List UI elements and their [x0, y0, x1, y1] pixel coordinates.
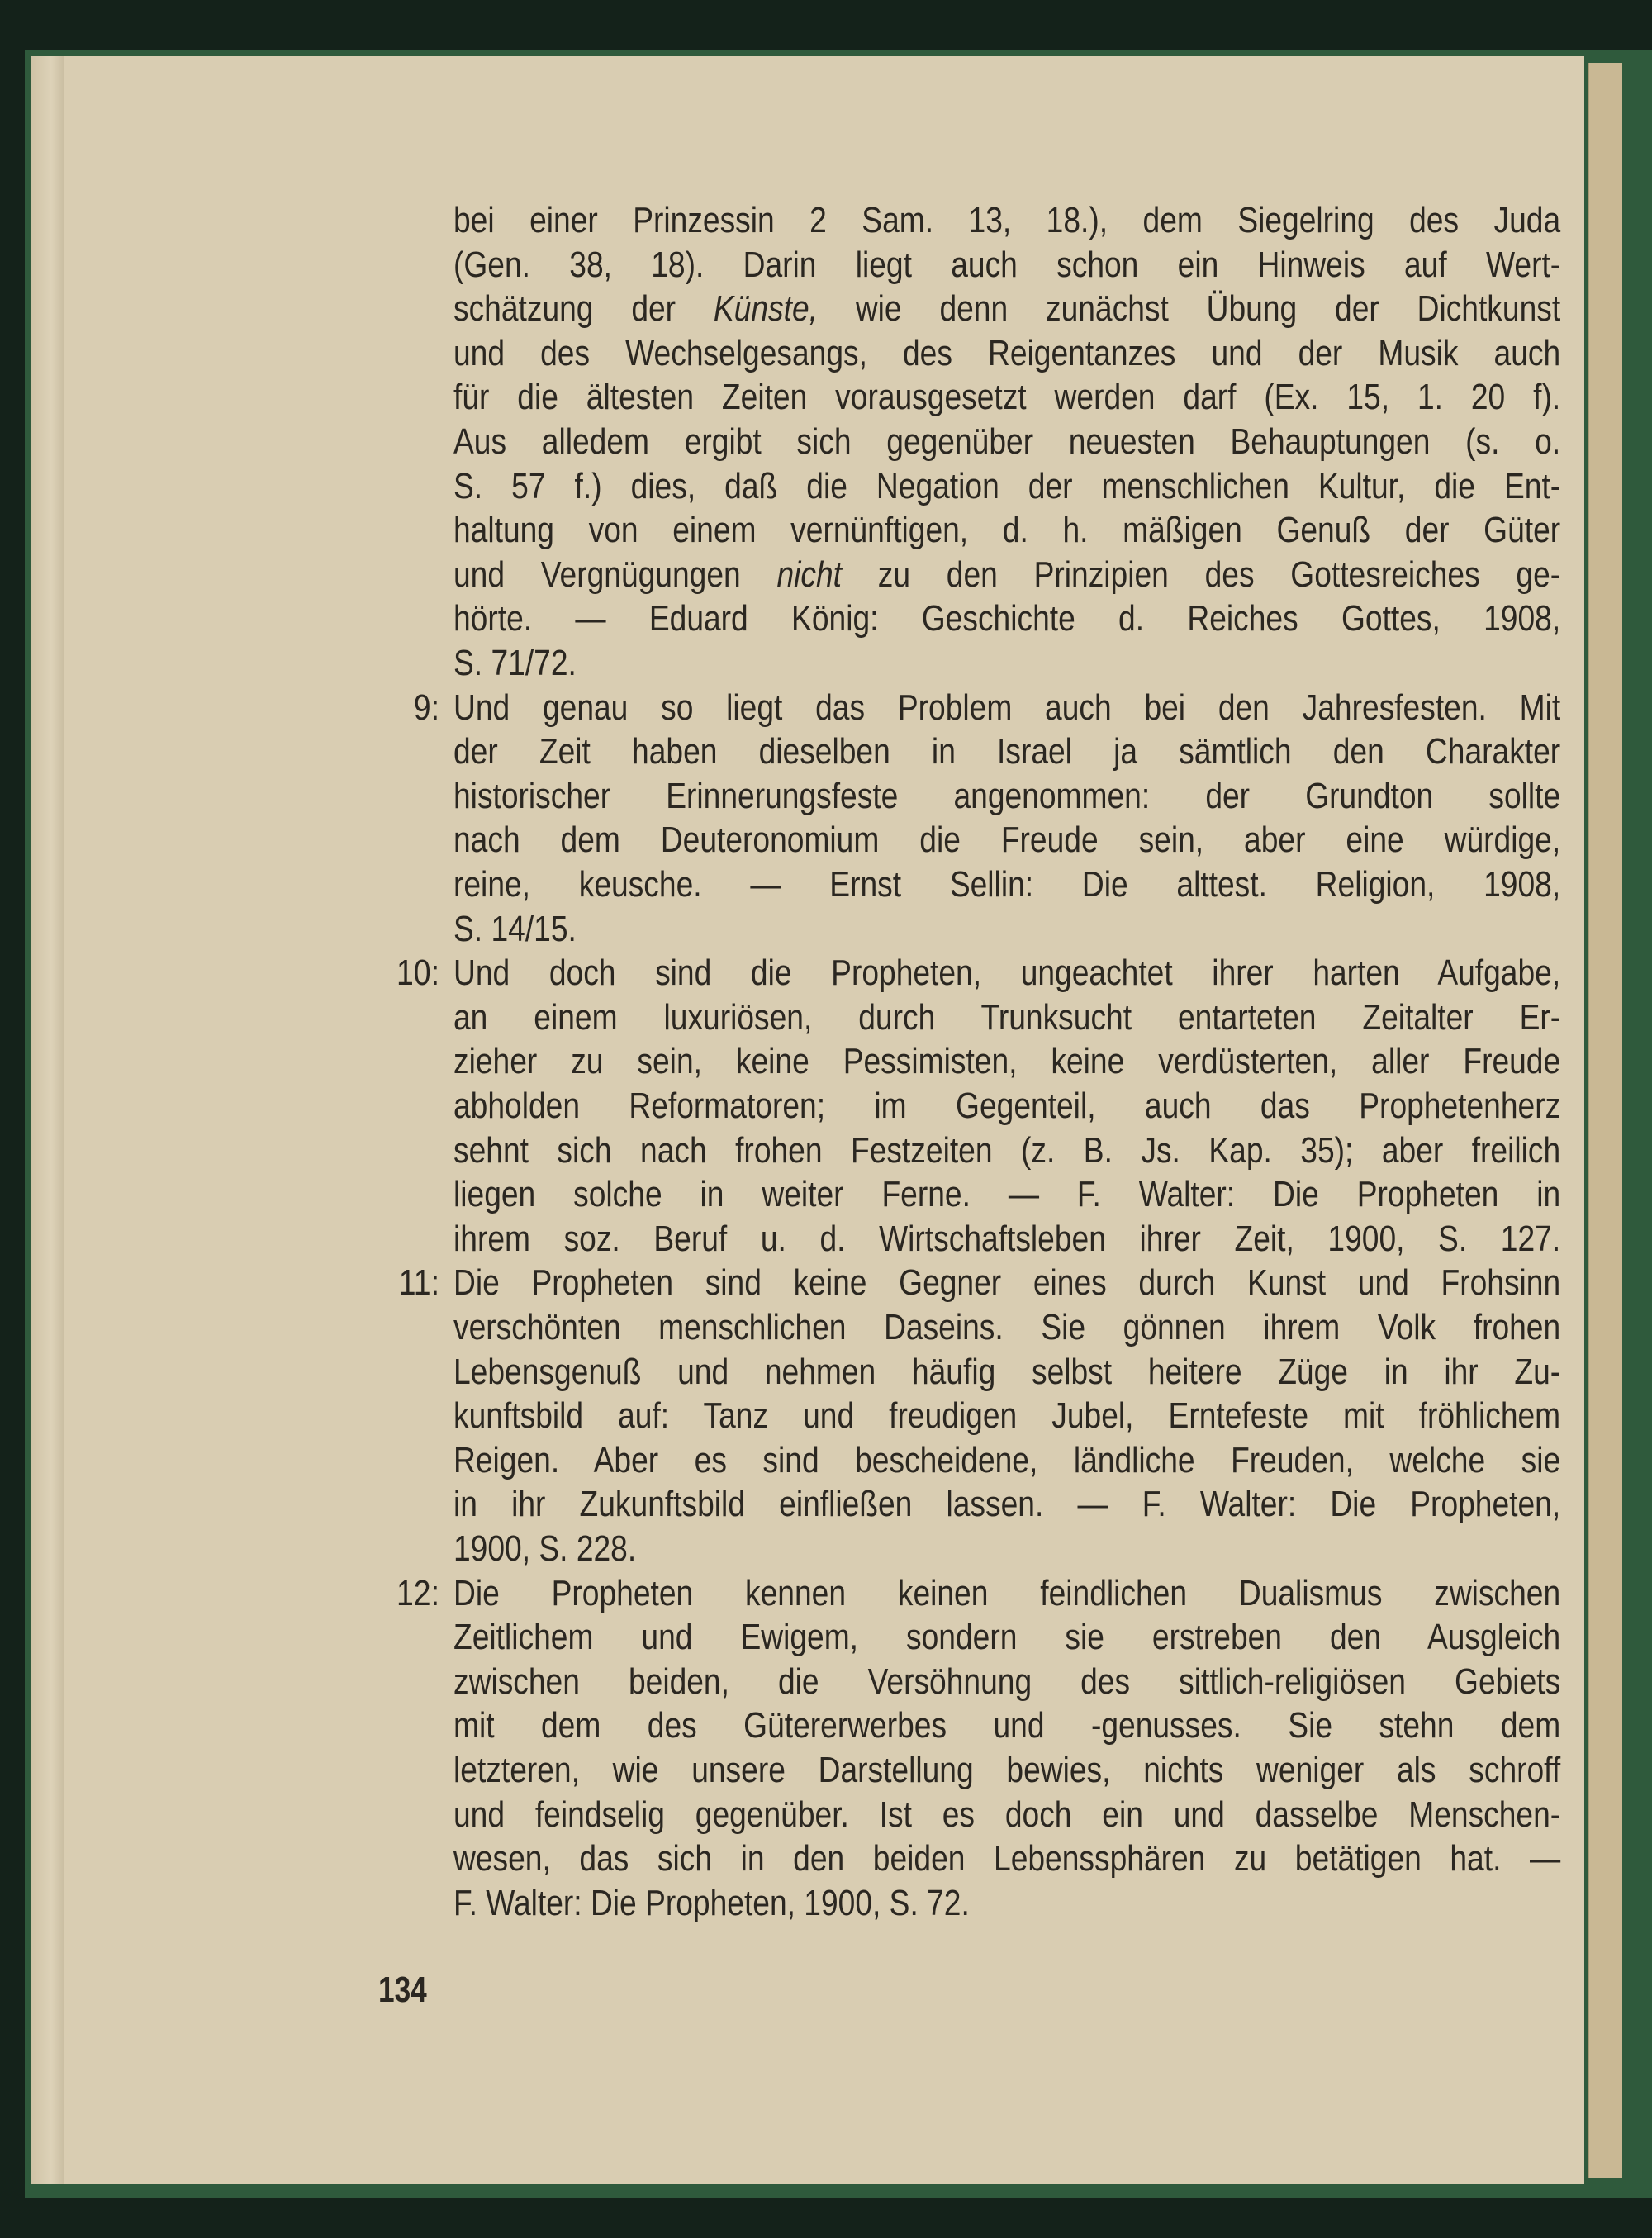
italic-emphasis: nicht: [776, 554, 843, 595]
text-line: Und genau so liegt das Problem auch bei den Jahresfesten. Mit: [453, 687, 1561, 728]
text-line: Reigen. Aber es sind bescheidene, ländliche Freuden, welche sie: [453, 1439, 1561, 1480]
note-number: 10:: [396, 953, 439, 994]
text-line: S. 71/72.: [453, 643, 577, 683]
text-line: (Gen. 38, 18). Darin liegt auch schon ein Hinweis auf Wert-: [453, 244, 1561, 285]
italic-emphasis: Künste,: [713, 288, 818, 330]
text-line: S. 57 f.) dies, daß die Negation der menschlichen Kultur, die Ent-: [453, 465, 1561, 506]
text-line: F. Walter: Die Propheten, 1900, S. 72.: [453, 1882, 970, 1923]
text-line: in ihr Zukunftsbild einfließen lassen. — F. Walter: Die Propheten,: [453, 1484, 1561, 1525]
note-number: 11:: [398, 1262, 439, 1304]
text-line: und des Wechselgesangs, des Reigentanzes und der Musik auch: [453, 332, 1561, 373]
text-line: Die Propheten sind keine Gegner eines durch Kunst und Frohsinn: [453, 1262, 1561, 1304]
text-line: Zeitlichem und Ewigem, sondern sie erstreben den Ausgleich: [453, 1617, 1561, 1658]
next-page-edge: [1588, 63, 1622, 2178]
text-line: Die Propheten kennen keinen feindlichen Dualismus zwischen: [453, 1572, 1561, 1613]
text-line: an einem luxuriösen, durch Trunksucht entarteten Zeitalter Er-: [453, 996, 1561, 1038]
text-line: verschönten menschlichen Daseins. Sie gönnen ihrem Volk frohen: [453, 1307, 1561, 1347]
note-number: 9:: [413, 687, 439, 728]
text-line: mit dem des Gütererwerbes und -genusses. Sie stehn dem: [453, 1705, 1561, 1746]
text-line: S. 14/15.: [453, 908, 577, 949]
text-line: nach dem Deuteronomium die Freude sein, aber eine würdige,: [453, 820, 1561, 861]
text-line: haltung von einem vernünftigen, d. h. mäßigen Genuß der Güter: [453, 510, 1561, 551]
text-line: Und doch sind die Propheten, ungeachtet ihrer harten Aufgabe,: [453, 953, 1561, 994]
text-line: 1900, S. 228.: [453, 1528, 637, 1569]
text-line: reine, keusche. — Ernst Sellin: Die alttest. Religion, 1908,: [453, 864, 1561, 905]
text-line: letzteren, wie unsere Darstellung bewies, nichts weniger als schroff: [453, 1750, 1561, 1790]
text-line: wesen, das sich in den beiden Lebenssphären zu betätigen hat. —: [453, 1838, 1561, 1879]
text-segment: wie denn zunächst Übung der Dichtkunst: [817, 288, 1561, 330]
text-segment: und Vergnügungen: [453, 554, 777, 595]
text-line: und feindselig gegenüber. Ist es doch ein und dasselbe Menschen-: [453, 1794, 1561, 1835]
text-line: liegen solche in weiter Ferne. — F. Walter: Die Propheten in: [453, 1174, 1561, 1215]
note-number: 12:: [396, 1572, 439, 1613]
page-number: 134: [378, 1970, 427, 2010]
text-line: hörte. — Eduard König: Geschichte d. Reiches Gottes, 1908,: [453, 598, 1561, 639]
text-line: [453, 287, 1560, 331]
text-segment: schätzung der: [453, 288, 714, 330]
text-line: sehnt sich nach frohen Festzeiten (z. B. Js. Kap. 35); aber freilich: [453, 1129, 1561, 1171]
text-line: abholden Reformatoren; im Gegenteil, auch das Prophetenherz: [453, 1086, 1561, 1126]
text-line: der Zeit haben dieselben in Israel ja sämtlich den Charakter: [453, 731, 1561, 772]
text-line: bei einer Prinzessin 2 Sam. 13, 18.), dem Siegelring des Juda: [453, 200, 1561, 240]
text-line: Lebensgenuß und nehmen häufig selbst heitere Züge in ihr Zu-: [453, 1351, 1561, 1392]
page-stack-edge: [31, 56, 64, 2184]
text-line: kunftsbild auf: Tanz und freudigen Jubel, Erntefeste mit fröhlichem: [453, 1395, 1561, 1437]
text-segment: zu den Prinzipien des Gottesreiches ge-: [842, 554, 1561, 595]
text-line: ihrem soz. Beruf u. d. Wirtschaftsleben ihrer Zeit, 1900, S. 127.: [453, 1218, 1561, 1259]
text-line: zwischen beiden, die Versöhnung des sittlich-religiösen Gebiets: [453, 1661, 1561, 1702]
text-line: zieher zu sein, keine Pessimisten, keine verdüsterten, aller Freude: [453, 1041, 1561, 1082]
text-line: historischer Erinnerungsfeste angenommen: der Grundton sollte: [453, 775, 1561, 816]
text-line: [453, 553, 1560, 597]
text-line: für die ältesten Zeiten vorausgesetzt werden darf (Ex. 15, 1. 20 f).: [453, 377, 1561, 418]
text-line: Aus alledem ergibt sich gegenüber neuesten Behauptungen (s. o.: [453, 421, 1561, 462]
